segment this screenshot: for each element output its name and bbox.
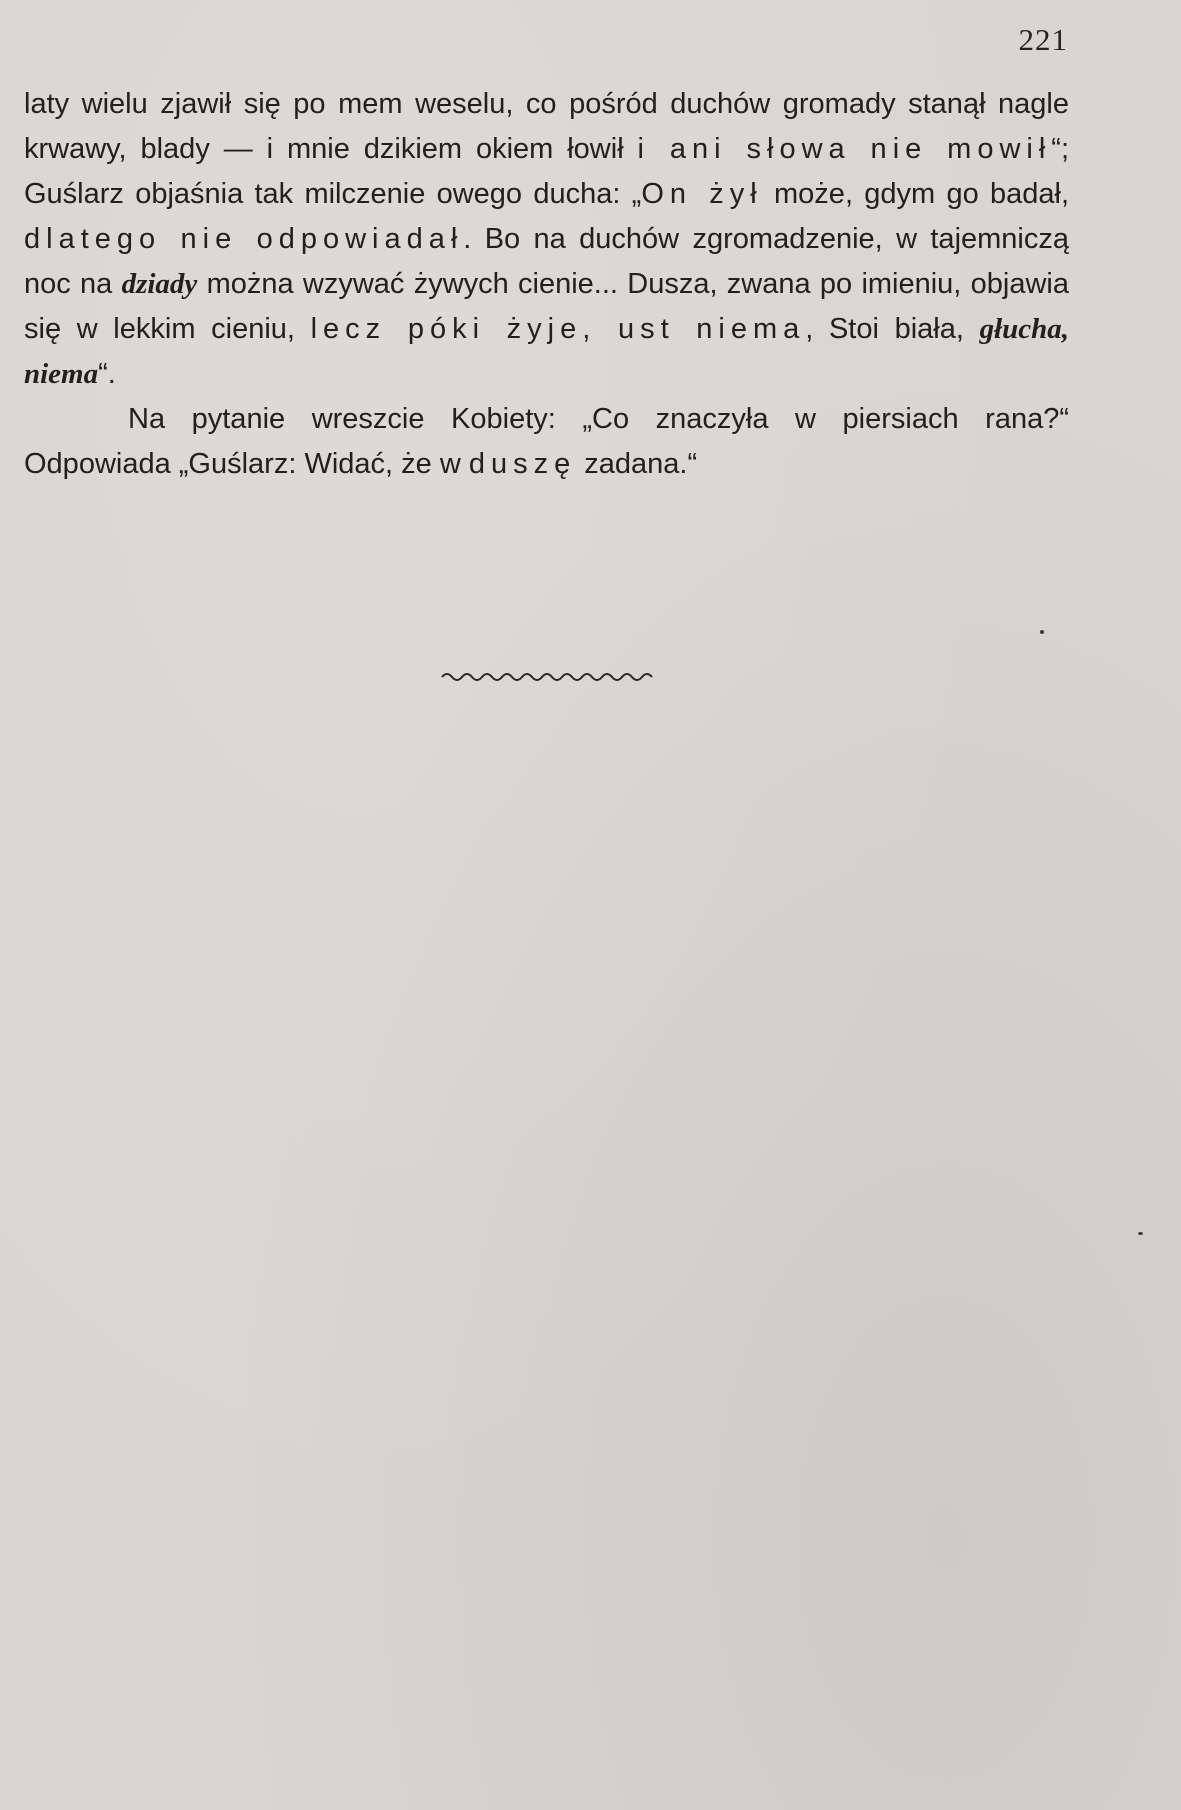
page-number: 221: [1018, 22, 1068, 57]
text-segment: “.: [98, 358, 116, 390]
text-segment: “; Guślarz objaśnia tak milczenie owego ducha: „: [24, 133, 1070, 210]
text-segment: można wzywać żywych cienie... Dusza, zwana po imieniu, objawia się w lekkim cieniu,: [24, 268, 1069, 345]
text-segment: Na pytanie wreszcie Kobiety: „Co znaczyła w piersiach rana?“ Odpowiada „Guślarz: Widać, że w: [24, 403, 1069, 480]
text-segment: , Stoi biała,: [805, 313, 980, 345]
body-text: [24, 82, 1069, 487]
text-segment: lecz póki żyje, ust niema: [310, 313, 806, 345]
text-segment: . Bo na duchów zgromadzenie, w tajemniczą noc na: [24, 223, 1069, 300]
text-segment: głucha, niema: [24, 313, 1069, 390]
paragraph-1: [24, 82, 1069, 397]
text-segment: i ani słowa nie mowił: [637, 133, 1052, 165]
text-segment: dlatego nie odpowiadał: [24, 223, 464, 255]
text-segment: duszę: [468, 448, 577, 480]
paragraph-2: [24, 397, 1069, 487]
wavy-rule-ornament-icon: [440, 668, 654, 686]
text-segment: On żył: [641, 178, 763, 210]
text-segment: może, gdym go badał,: [762, 178, 1070, 210]
text-segment: zadana.“: [576, 448, 698, 480]
text-segment: dziady: [121, 268, 198, 300]
text-segment: laty wielu zjawił się po mem weselu, co pośród duchów gromady stanął nagle krwawy, blady — i mnie dzikiem okiem łowił: [24, 88, 1069, 165]
paper-speck: [1040, 630, 1044, 634]
paper-speck: [1138, 1232, 1143, 1235]
